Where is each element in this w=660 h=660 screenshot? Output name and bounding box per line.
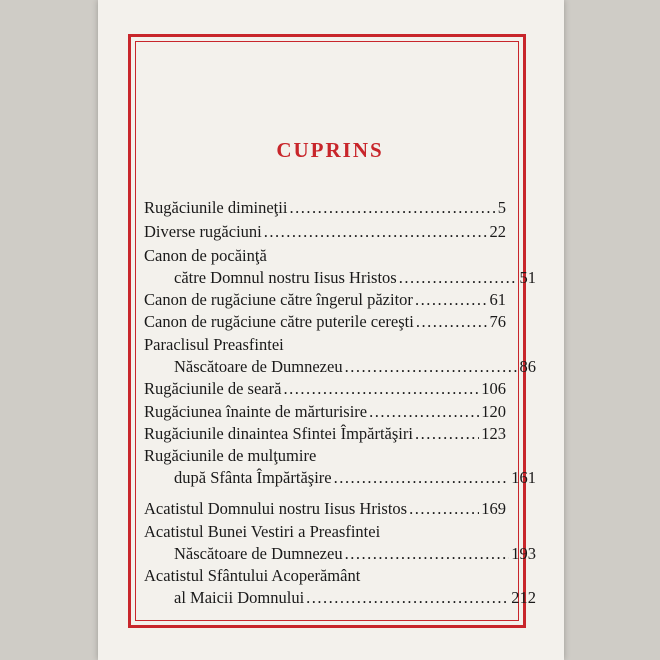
toc-entry: Rugăciunile dimineţii ..... 5 [144,198,506,222]
toc-entry: Acatistul Sfântului Acoperământ [144,566,361,585]
toc-entry: al Maicii Domnului ..... 212 [144,588,536,612]
toc-entry: Acatistul Bunei Vestiri a Preasfintei [144,522,381,541]
toc-entry: Rugăciunea înainte de mărturisire ..... 120 [144,402,506,426]
page-title: CUPRINS [276,138,384,162]
toc-entry: Născătoare de Dumnezeu ..... 193 [144,544,536,568]
toc-entry: Canon de pocăinţă [144,246,267,265]
toc-entry: Acatistul Domnului nostru Iisus Hristos ..... 169 [144,499,506,523]
toc-entry: Rugăciunile dinaintea Sfintei Împărtăşiri ..... 123 [144,424,506,448]
toc-entry: Diverse rugăciuni ..... 22 [144,222,506,246]
toc-entry: către Domnul nostru Iisus Hristos ..... 51 [144,268,536,292]
toc-entry: Născătoare de Dumnezeu ..... 86 [144,357,536,381]
toc-entry: Paraclisul Preasfintei [144,335,284,354]
toc-entry: Rugăciunile de mulţumire [144,446,317,465]
toc-entry: Canon de rugăciune către puterile cereşti ..... 76 [144,312,506,336]
toc-entry: după Sfânta Împărtăşire ..... 161 [144,468,536,492]
toc-entry: Rugăciunile de seară ..... 106 [144,379,506,403]
toc-entry: Canon de rugăciune către îngerul păzitor ..... 61 [144,290,506,314]
